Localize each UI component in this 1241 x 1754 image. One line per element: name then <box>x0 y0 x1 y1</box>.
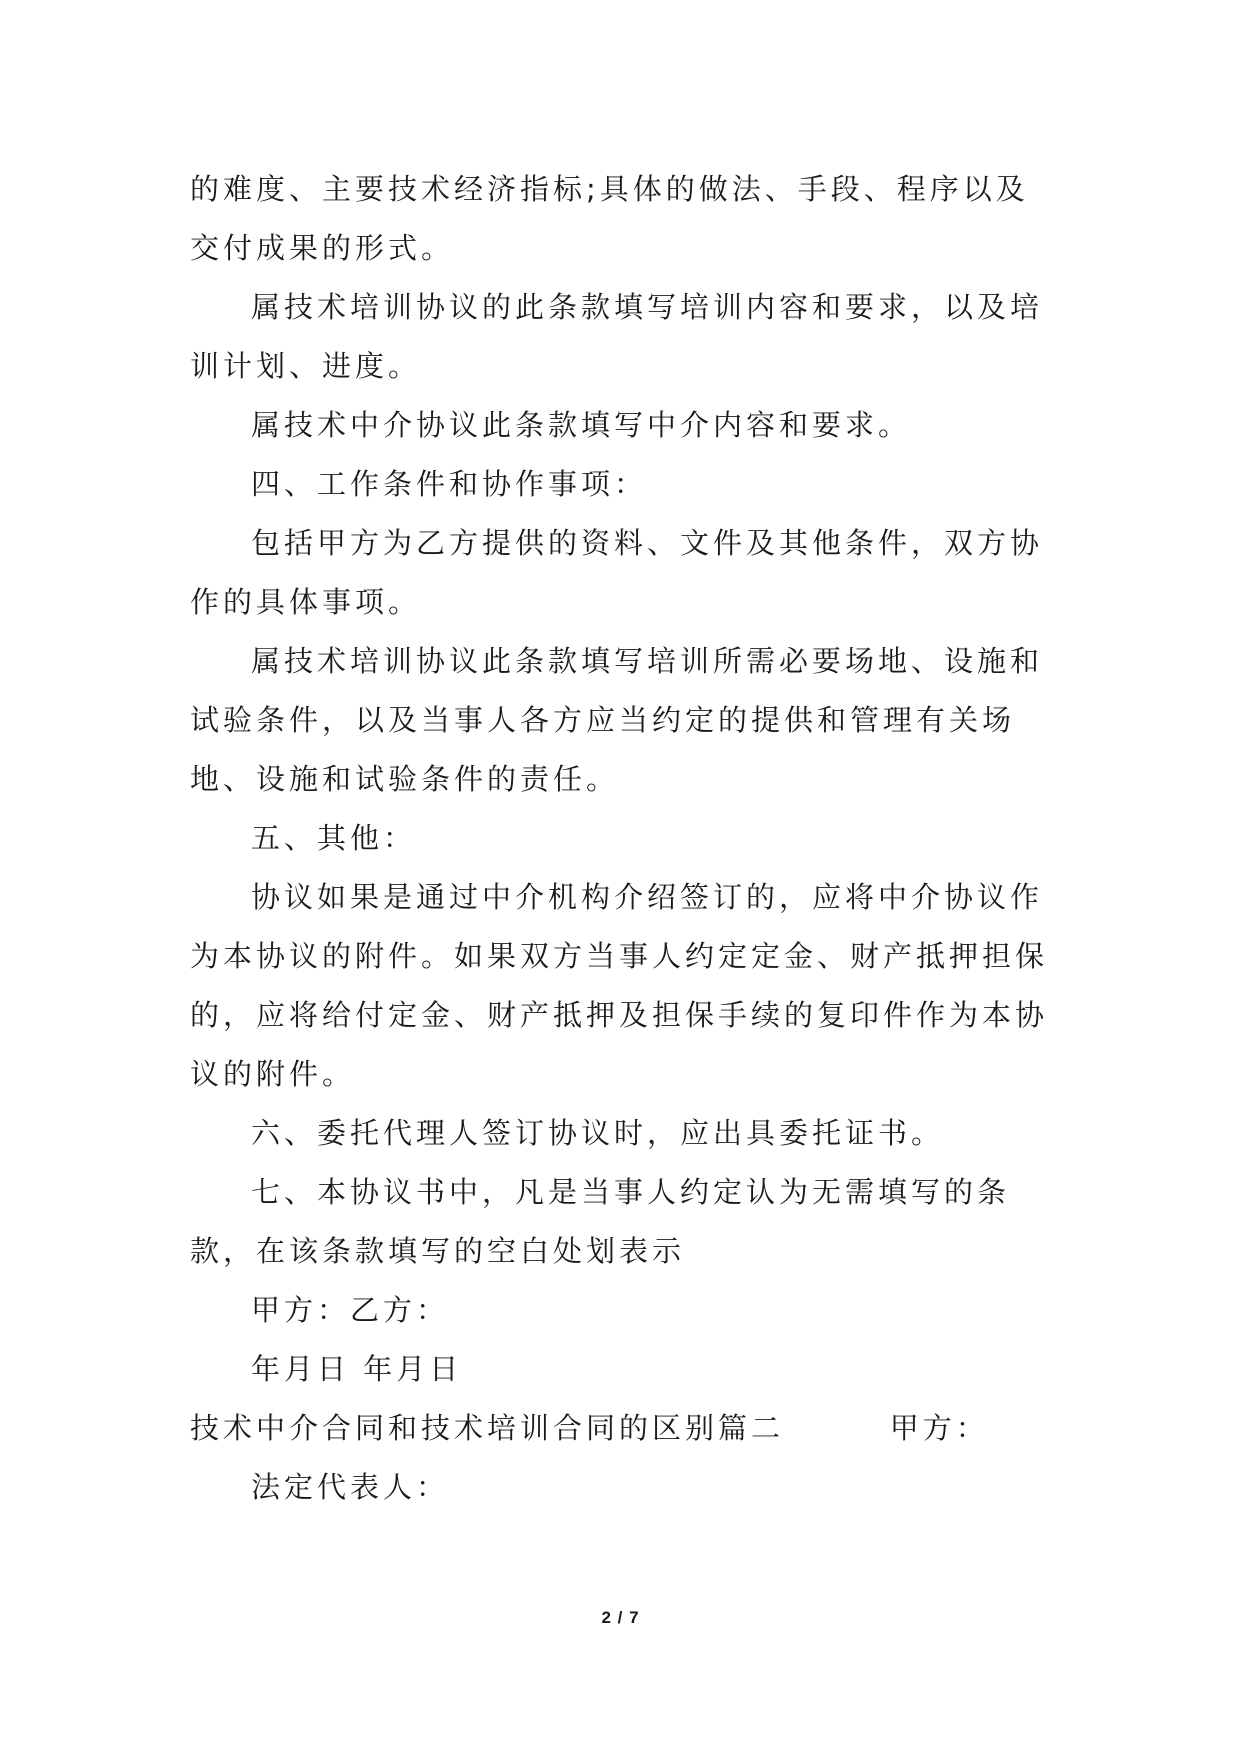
paragraph-3: 属技术中介协议此条款填写中介内容和要求。 <box>251 408 912 442</box>
document-body <box>190 160 1055 1517</box>
section-6-item: 六、委托代理人签订协议时，应出具委托证书。 <box>251 1116 945 1150</box>
section-heading-line <box>190 1399 1055 1458</box>
section-heading: 技术中介合同和技术培训合同的区别篇二 <box>190 1411 785 1445</box>
section-4-heading: 四、工作条件和协作事项： <box>251 467 648 501</box>
party-a-label: 甲方： <box>889 1411 989 1445</box>
paragraph-8: 协议如果是通过中介机构介绍签订的，应将中介协议作为本协议的附件。如果双方当事人约定定金、财产抵押担保的，应将给付定金、财产抵押及担保手续的复印件作为本协议的附件。 <box>190 880 1049 1091</box>
paragraph-6: 属技术培训协议此条款填写培训所需必要场地、设施和试验条件，以及当事人各方应当约定的提供和管理有关场地、设施和试验条件的责任。 <box>190 644 1044 796</box>
paragraph-1: 的难度、主要技术经济指标;具体的做法、手段、程序以及交付成果的形式。 <box>190 172 1029 265</box>
paragraph-2: 属技术培训协议的此条款填写培训内容和要求，以及培训计划、进度。 <box>190 290 1044 383</box>
page-number: 2 / 7 <box>601 1608 640 1627</box>
section-5-heading: 五、其他： <box>251 821 417 855</box>
signature-parties: 甲方：乙方： <box>251 1293 450 1327</box>
section-7-item: 七、本协议书中，凡是当事人约定认为无需填写的条款，在该条款填写的空白处划表示 <box>190 1175 1011 1268</box>
legal-representative-label: 法定代表人： <box>251 1470 450 1504</box>
paragraph-5: 包括甲方为乙方提供的资料、文件及其他条件，双方协作的具体事项。 <box>190 526 1044 619</box>
signature-dates: 年月日 年月日 <box>251 1352 463 1386</box>
